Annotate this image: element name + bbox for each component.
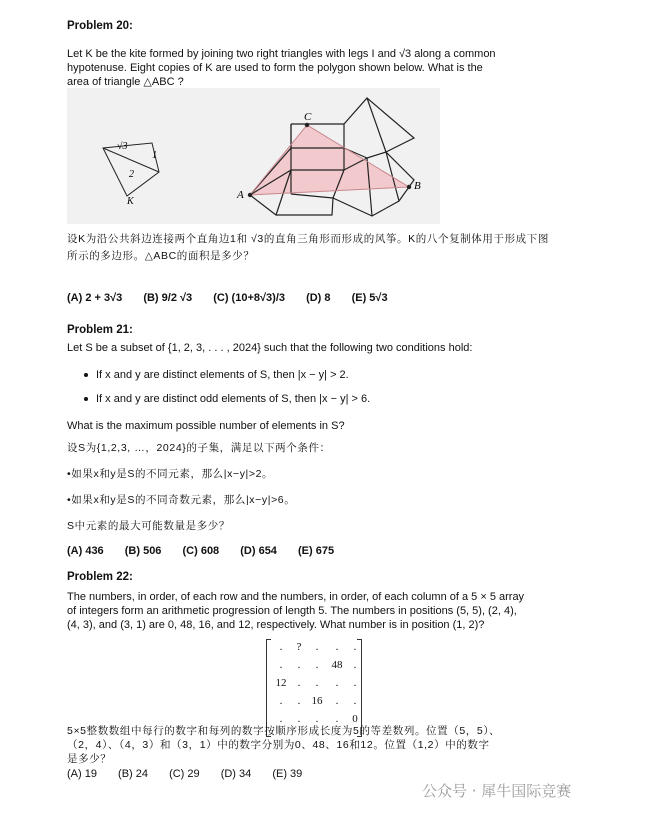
vertex-a-label: A (237, 189, 244, 201)
matrix-cell: . (335, 641, 339, 653)
option-d: (D) 654 (240, 545, 277, 557)
problem-22-en-line-1: The numbers, in order, of each row and the numbers, in order, of each column of a 5 × 5 array (67, 591, 525, 603)
problem-22-zh-line-3: 是多少？ (67, 753, 112, 765)
problem-21-intro: Let S be a subset of {1, 2, 3, . . . , 2024} such that the following two conditions hold: (67, 342, 473, 354)
matrix-cell: . (335, 677, 339, 689)
wechat-watermark: 公众号 · 犀牛国际竞赛 (422, 782, 572, 800)
bullet-dot (84, 373, 88, 377)
problem-22-en-line-3: (4, 3), and (3, 1) are 0, 48, 16, and 12, respectively. What number is in position (1, 2)? (67, 619, 485, 631)
matrix-cell: . (353, 677, 357, 689)
problem-22-zh-line-2: （2，4）、（4，3）和（3，1）中的数字分别为0、48、16和12。位置（1,2）中的数字 (67, 739, 490, 751)
problem-21-question: What is the maximum possible number of elements in S? (67, 420, 345, 432)
kite-polygon-diagram (67, 88, 440, 224)
problem-21-zh-bullet-2: •如果x和y是S的不同奇数元素，那么|x−y|>6。 (67, 494, 296, 506)
vertex-a-dot (248, 193, 252, 197)
problem-20-en-line-3: area of triangle △ABC ? (67, 76, 184, 88)
matrix-cell: . (297, 713, 301, 725)
problem-21-zh-question: S中元素的最大可能数量是多少？ (67, 520, 231, 532)
matrix-cell: . (335, 695, 339, 707)
matrix-cell: . (279, 713, 283, 725)
matrix-cell: . (297, 695, 301, 707)
problem-22-zh-line-1: 5×5整数数组中每行的数字和每列的数字按顺序形成长度为5的等差数列。位置（5，5）、 (67, 725, 501, 737)
problem-21-zh-bullet-1: •如果x和y是S的不同元素，那么|x−y|>2。 (67, 468, 274, 480)
matrix-cell: . (297, 677, 301, 689)
option-c: (C) 608 (182, 545, 220, 557)
problem-20-en-line-1: Let K be the kite formed by joining two right triangles with legs I and √3 along a common (67, 48, 496, 60)
matrix-cell: . (315, 713, 319, 725)
problem-20-heading: Problem 20: (67, 20, 133, 32)
kite-label-2: 2 (129, 169, 134, 180)
matrix-cell: . (279, 695, 283, 707)
option-a: (A) 19 (67, 768, 97, 780)
triangle-abc-fill (250, 125, 409, 195)
option-e: (E) 5√3 (351, 292, 388, 304)
problem-20-zh-line-1: 设K为沿公共斜边连接两个直角边1和 √3的直角三角形而形成的风筝。K的八个复制体用于形成下图 (67, 233, 549, 245)
bullet-dot (84, 397, 88, 401)
problem-21-heading: Problem 21: (67, 324, 133, 336)
problem-22-heading: Problem 22: (67, 571, 133, 583)
vertex-c-label: C (304, 111, 312, 123)
option-e: (E) 675 (298, 545, 335, 557)
matrix-cell: . (315, 659, 319, 671)
option-d: (D) 34 (220, 768, 252, 780)
problem-20-options (67, 292, 406, 304)
kite-label-k: K (127, 196, 134, 207)
problem-20-en-line-2: hypotenuse. Eight copies of K are used to form the polygon shown below. What is the (67, 62, 483, 74)
matrix-left-bracket (266, 639, 271, 737)
matrix-cell: 12 (275, 677, 287, 689)
matrix-cell: . (279, 659, 283, 671)
matrix-cell: . (279, 641, 283, 653)
array-matrix (266, 637, 362, 737)
matrix-cell: 48 (331, 659, 343, 671)
option-b: (B) 24 (118, 768, 148, 780)
problem-21-zh-intro: 设S为{1,2,3, …，2024}的子集，满足以下两个条件： (67, 442, 331, 454)
matrix-cell: . (297, 659, 301, 671)
option-a: (A) 436 (67, 545, 104, 557)
vertex-c-dot (305, 123, 309, 127)
matrix-cell: . (315, 641, 319, 653)
problem-20-zh-line-2: 所示的多边形。△ABC的面积是多少？ (67, 250, 255, 262)
problem-22-options (67, 768, 320, 780)
matrix-cell: . (353, 695, 357, 707)
matrix-cell: . (335, 713, 339, 725)
vertex-b-dot (407, 185, 411, 189)
matrix-cell: . (353, 641, 357, 653)
option-e: (E) 39 (272, 768, 303, 780)
vertex-b-label: B (414, 180, 421, 192)
problem-20-figure (67, 88, 440, 224)
option-d: (D) 8 (306, 292, 331, 304)
matrix-cell: 16 (311, 695, 323, 707)
kite-label-1: 1 (152, 150, 157, 161)
matrix-cell: ? (296, 641, 302, 653)
problem-21-options (67, 545, 352, 557)
bullet-text: If x and y are distinct odd elements of S, then |x − y| > 6. (96, 393, 371, 405)
kite-label-root3: √3 (117, 141, 128, 152)
bullet-text: If x and y are distinct elements of S, then |x − y| > 2. (96, 369, 349, 381)
option-c: (C) 29 (169, 768, 200, 780)
matrix-cell: . (315, 677, 319, 689)
option-c: (C) (10+8√3)/3 (213, 292, 285, 304)
option-b: (B) 9/2 √3 (143, 292, 193, 304)
matrix-cell: . (353, 659, 357, 671)
problem-21-bullet-2 (84, 392, 370, 406)
matrix-cell: 0 (352, 713, 358, 725)
problem-21-bullet-1 (84, 368, 349, 382)
option-b: (B) 506 (124, 545, 162, 557)
option-a: (A) 2 + 3√3 (67, 292, 123, 304)
problem-22-en-line-2: of integers form an arithmetic progression of length 5. The numbers in positions (5, 5), (2, 4), (67, 605, 517, 617)
